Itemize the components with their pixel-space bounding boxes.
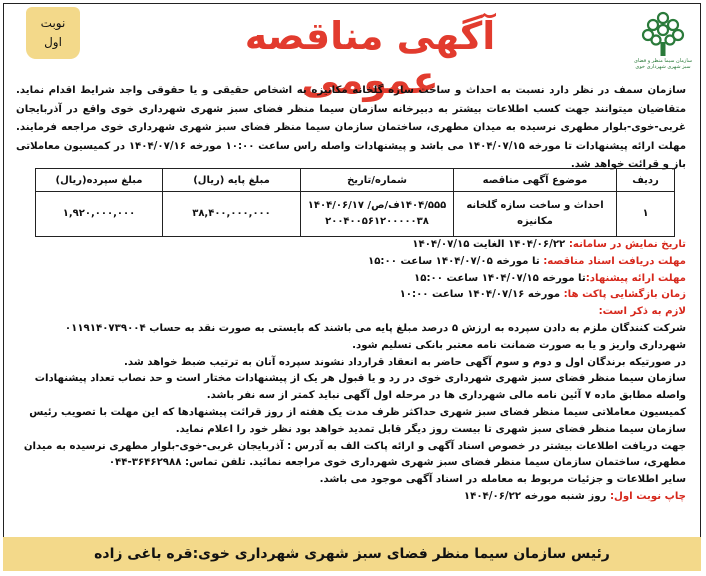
round-badge xyxy=(26,7,80,59)
intro-paragraph: سازمان سمف در نظر دارد نسبت به احداث و ساخت سازه گلخانه مکانیزه به اشخاص حقیقی و یا حقوقی واجد شرایط اقدام نماید. متقاضیان میتوانند جهت کسب اطلاعات بیشتر به دبیرخانه سازمان سیما منظر فضای سبز شهری شهرداری خوی واقع در آذربایجان غربی-خوی-بلوار مطهری نرسیده به میدان مطهری، ساختمان سازمان سیما منظر فضای سبز شهری شهرداری خوی مراجعه فرمایند. مهلت ارائه پیشنهادات تا مورخه ۱۴۰۴/۰۷/۱۵ می باشد و پیشنهادات واصله راس ساعت ۱۰:۰۰ مورخه ۱۴۰۴/۰۷/۱۶ در کمیسیون معاملاتی باز و قرائت خواهد شد. xyxy=(16,85,687,170)
cell-row-number: ۱ xyxy=(617,192,675,237)
print-date-line xyxy=(16,489,686,506)
offer-deadline-line xyxy=(16,271,686,288)
cell-subject: احداث و ساخت سازه گلخانه مکانیزه xyxy=(454,192,617,237)
cell-letter-number: ۱۴۰۴/۵۵۵ف/ص/ ۱۴۰۴/۰۶/۱۷ xyxy=(307,200,447,211)
offer-deadline-value: تا مورخه ۱۴۰۴/۰۷/۱۵ ساعت ۱۵:۰۰ xyxy=(414,272,586,284)
badge-line-2: اول xyxy=(44,35,62,49)
header-number-date: شماره/تاریخ xyxy=(301,169,454,192)
cell-number-date xyxy=(301,192,454,237)
cell-system-number: ۲۰۰۴۰۰۵۶۱۲۰۰۰۰۰۳۸ xyxy=(325,216,429,227)
opening-time-value: مورخه ۱۴۰۴/۰۷/۱۶ ساعت ۱۰:۰۰ xyxy=(399,289,564,301)
paragraph-deposit: شرکت کنندگان ملزم به دادن سپرده به ارزش ۵ درصد مبلغ پایه می باشند که بایستی به صورت نقد به حساب ۰۱۱۹۱۴۰۷۳۹۰۰۴ شهرداری واریز و یا به صورت ضمانت نامه معتبر بانکی تسلیم شود. xyxy=(64,322,686,351)
docs-deadline-value: تا مورخه ۱۴۰۴/۰۷/۰۵ ساعت ۱۵:۰۰ xyxy=(368,255,544,267)
badge-line-1: نوبت xyxy=(40,16,66,30)
header-base-amount: مبلغ پایه (ریال) xyxy=(163,169,301,192)
paragraph-rights: سازمان سیما منظر فضای سبز شهری شهرداری خوی در رد و یا قبول هر یک از پیشنهادات مختار است و حد نصاب تعداد پیشنهادات واصله مطابق ماده ۷ آئین نامه مالی شهرداری ها در مرحله اول آگهی نباید کمتر از سه نفر باشد. xyxy=(34,373,686,402)
opening-time-line xyxy=(16,287,686,304)
paragraph-other-info: سایر اطلاعات و جزئیات مربوط به معامله در اسناد آگهی موجود می باشد. xyxy=(319,474,686,486)
offer-deadline-label: مهلت ارائه پیشنهاد: xyxy=(585,272,686,284)
notice-heading-line xyxy=(16,304,686,321)
print-date-label: چاپ نوبت اول: xyxy=(609,490,686,502)
display-date-line xyxy=(16,237,686,254)
print-date-value: روز شنبه مورخه ۱۴۰۴/۰۶/۲۲ xyxy=(463,490,610,502)
display-date-value: ۱۴۰۴/۰۶/۲۲ الغایت ۱۴۰۴/۰۷/۱۵ xyxy=(412,239,569,250)
paragraph-contact: جهت دریافت اطلاعات بیشتر در خصوص اسناد آگهی و ارائه پاکت الف به آدرس : آذربایجان غربی-خوی-بلوار مطهری نرسیده به میدان مطهری، ساختمان سازمان سیما منظر فضای سبز شهری شهرداری خوی مراجعه نمائید. تلفن تماس: ۳۶۴۶۲۹۸۸-۰۴۴ xyxy=(23,440,686,469)
paragraph-commission: کمیسیون معاملاتی سیما منظر فضای سبز شهری حداکثر ظرف مدت یک هفته از روز قرائت پیشنهادها که این مهلت با تصویب رئیس سازمان سیما منظر فضای سبز شهری تا بیست روز دیگر قابل تمدید خواهد بود نظر خود را اعلام نماید. xyxy=(29,406,686,435)
header-subject: موضوع آگهی مناقصه xyxy=(454,169,617,192)
page-title: آگهی مناقصه عمومی xyxy=(244,14,496,102)
details-section xyxy=(16,237,686,506)
display-date-label: تاریخ نمایش در سامانه: xyxy=(568,239,686,250)
notice-heading: لازم به ذکر است: xyxy=(598,306,686,318)
docs-deadline-label: مهلت دریافت اسناد مناقصه: xyxy=(543,255,686,267)
tree-logo-icon xyxy=(637,8,689,58)
logo-caption: سازمان سیما منظر و فضای سبز شهری شهرداری خوی xyxy=(633,58,693,70)
opening-time-label: زمان بازگشایی پاکت ها: xyxy=(563,289,686,301)
docs-deadline-line xyxy=(16,254,686,271)
cell-deposit-amount: ۱,۹۲۰,۰۰۰,۰۰۰ xyxy=(36,192,163,237)
tender-table xyxy=(35,168,675,237)
header-row-number: ردیف xyxy=(617,169,675,192)
table-row xyxy=(36,192,675,237)
organization-logo xyxy=(632,8,694,78)
cell-base-amount: ۳۸,۴۰۰,۰۰۰,۰۰۰ xyxy=(163,192,301,237)
signature-footer: رئیس سازمان سیما منظر فضای سبز شهری شهرداری خوی:قره باغی زاده xyxy=(3,537,701,571)
table-header-row xyxy=(36,169,675,192)
header-deposit-amount: مبلغ سپرده(ریال) xyxy=(36,169,163,192)
paragraph-forfeit: در صورتیکه برندگان اول و دوم و سوم آگهی حاضر به انعقاد قرارداد نشوند سپرده آنان به ترتیب ضبط خواهد شد. xyxy=(124,356,686,368)
